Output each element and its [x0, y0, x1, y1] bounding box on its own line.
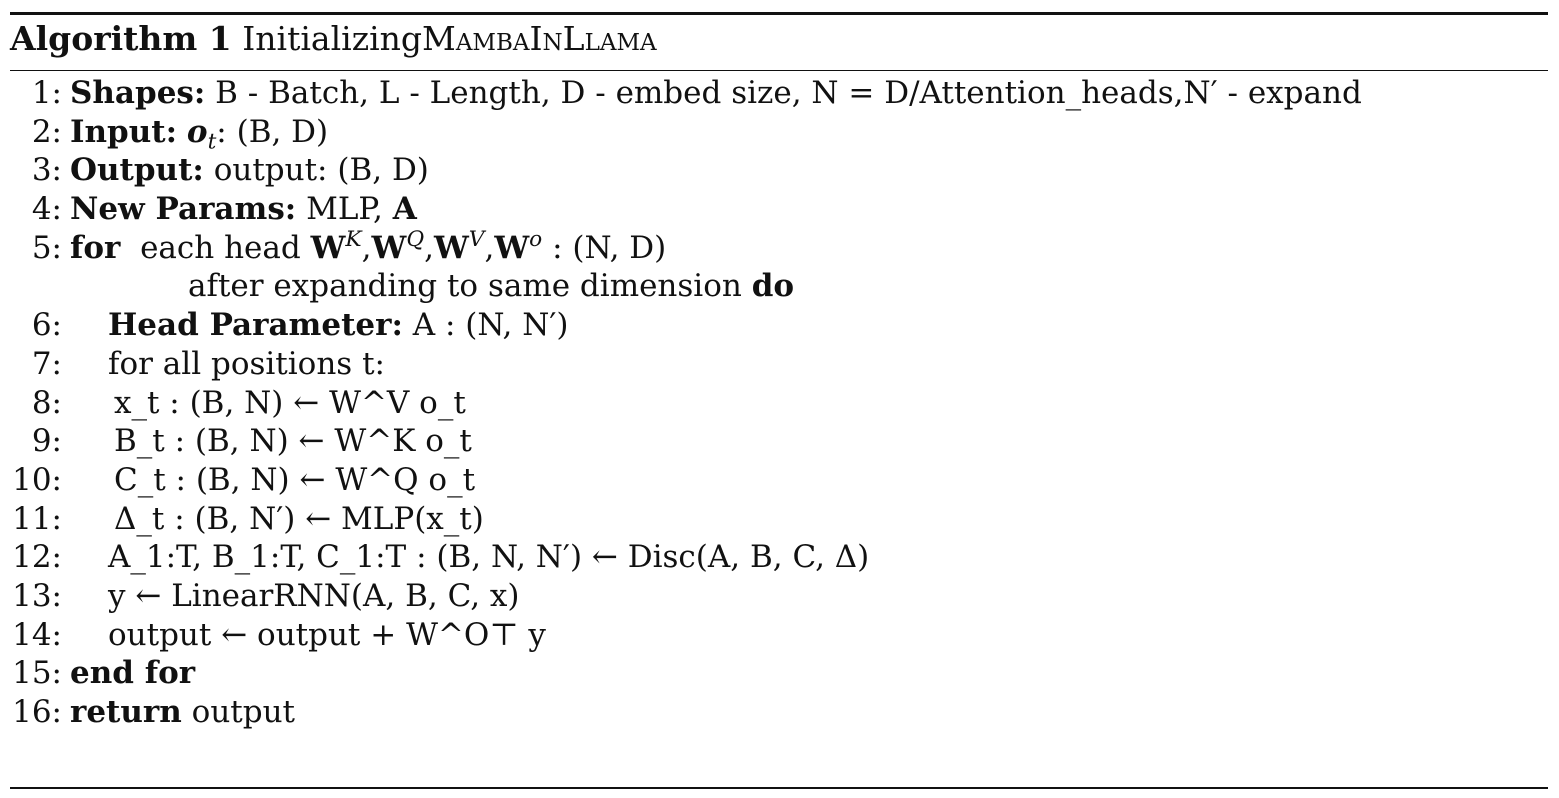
shapes-label: Shapes: — [70, 75, 206, 111]
line-text: x_t : (B, N) ← W^V o_t — [114, 384, 466, 421]
algo-line — [10, 226, 1548, 268]
line-text — [70, 151, 429, 190]
do-keyword: do — [751, 268, 795, 305]
bottom-rule — [10, 787, 1548, 789]
output-label: Output: — [70, 152, 204, 189]
newparams-label: New Params: — [70, 191, 297, 228]
for-body: each head — [140, 229, 301, 266]
for-continuation: after expanding to same dimension — [188, 268, 742, 305]
algo-line — [10, 616, 1548, 655]
algo-line — [10, 422, 1548, 461]
return-keyword: return — [70, 694, 182, 730]
line-text: Input: $o_t$: (B, D) — [70, 113, 329, 155]
line-number: 2: — [31, 113, 62, 150]
line-text — [70, 190, 417, 229]
line-number: 5: — [31, 229, 62, 266]
line-text: Δ_t : (B, N′) ← MLP(x_t) — [114, 500, 484, 537]
line-number: 16: — [12, 694, 62, 730]
line-number: 12: — [12, 539, 62, 576]
algo-line — [10, 113, 1548, 155]
shapes-body: B - Batch, L - Length, D - embed size, N = D/Attention_heads,N′ - expand — [215, 75, 1362, 111]
line-text — [70, 74, 1362, 113]
input-var: o — [186, 113, 208, 150]
algo-line — [10, 345, 1548, 384]
algo-line — [10, 384, 1548, 423]
algo-line — [10, 577, 1548, 616]
line-number: 1: — [31, 75, 62, 111]
head-label: Head Parameter: — [108, 307, 403, 344]
algo-line — [10, 151, 1548, 190]
line-text: y ← LinearRNN(A, B, C, x) — [108, 577, 520, 614]
line-text: A_1:T, B_1:T, C_1:T : (B, N, N′) ← Disc(A, B, C, Δ) — [108, 539, 870, 576]
line-number: 8: — [31, 384, 62, 421]
for-keyword: for — [70, 229, 121, 266]
line-number: 15: — [12, 655, 62, 692]
line-text: C_t : (B, N) ← W^Q o_t — [114, 461, 476, 498]
algo-line — [10, 654, 1548, 693]
line-text — [70, 693, 295, 732]
line-number: 3: — [31, 152, 62, 189]
line-number: 6: — [31, 307, 62, 344]
head-body: A : (N, N′) — [412, 307, 569, 344]
line-number: 13: — [12, 577, 62, 614]
line-number: 14: — [12, 616, 62, 653]
line-text: for all positions t: — [108, 345, 385, 382]
algorithm-label: Algorithm 1 — [10, 19, 232, 58]
for-shape: : (N, D) — [552, 229, 667, 266]
line-number: 4: — [31, 191, 62, 228]
line-text — [188, 267, 794, 306]
line-text — [108, 306, 569, 345]
line-number: 7: — [31, 345, 62, 382]
top-rule — [10, 12, 1548, 15]
algo-line — [10, 190, 1548, 229]
algo-line — [10, 693, 1548, 732]
algo-line — [10, 461, 1548, 500]
line-number: 10: — [12, 461, 62, 498]
algorithm-caption — [10, 17, 657, 61]
line-number: 11: — [12, 500, 62, 537]
caption-rule — [10, 70, 1548, 71]
return-body: output — [191, 694, 296, 730]
line-text: B_t : (B, N) ← W^K o_t — [114, 423, 472, 460]
newparams-body: MLP, — [306, 191, 383, 228]
line-text: for each head $W^K,W^Q,W^V,W^o$ : (N, D) — [70, 226, 667, 266]
output-body: output: (B, D) — [213, 152, 429, 189]
algorithm-body — [10, 74, 1548, 732]
input-label: Input: — [70, 113, 178, 150]
line-number: 9: — [31, 423, 62, 460]
algorithm-title-name: MambaInLlama — [422, 19, 657, 58]
line-text: end for — [70, 655, 196, 692]
algorithm-title-prefix: Initializing — [242, 19, 423, 58]
algo-line — [10, 267, 1548, 306]
line-text: output ← output + W^O⊤ y — [108, 616, 546, 653]
algo-line — [10, 306, 1548, 345]
algo-line — [10, 500, 1548, 539]
input-body: : (B, D) — [216, 113, 329, 150]
algo-line — [10, 538, 1548, 577]
newparams-A: A — [392, 191, 417, 228]
algo-line — [10, 74, 1548, 113]
